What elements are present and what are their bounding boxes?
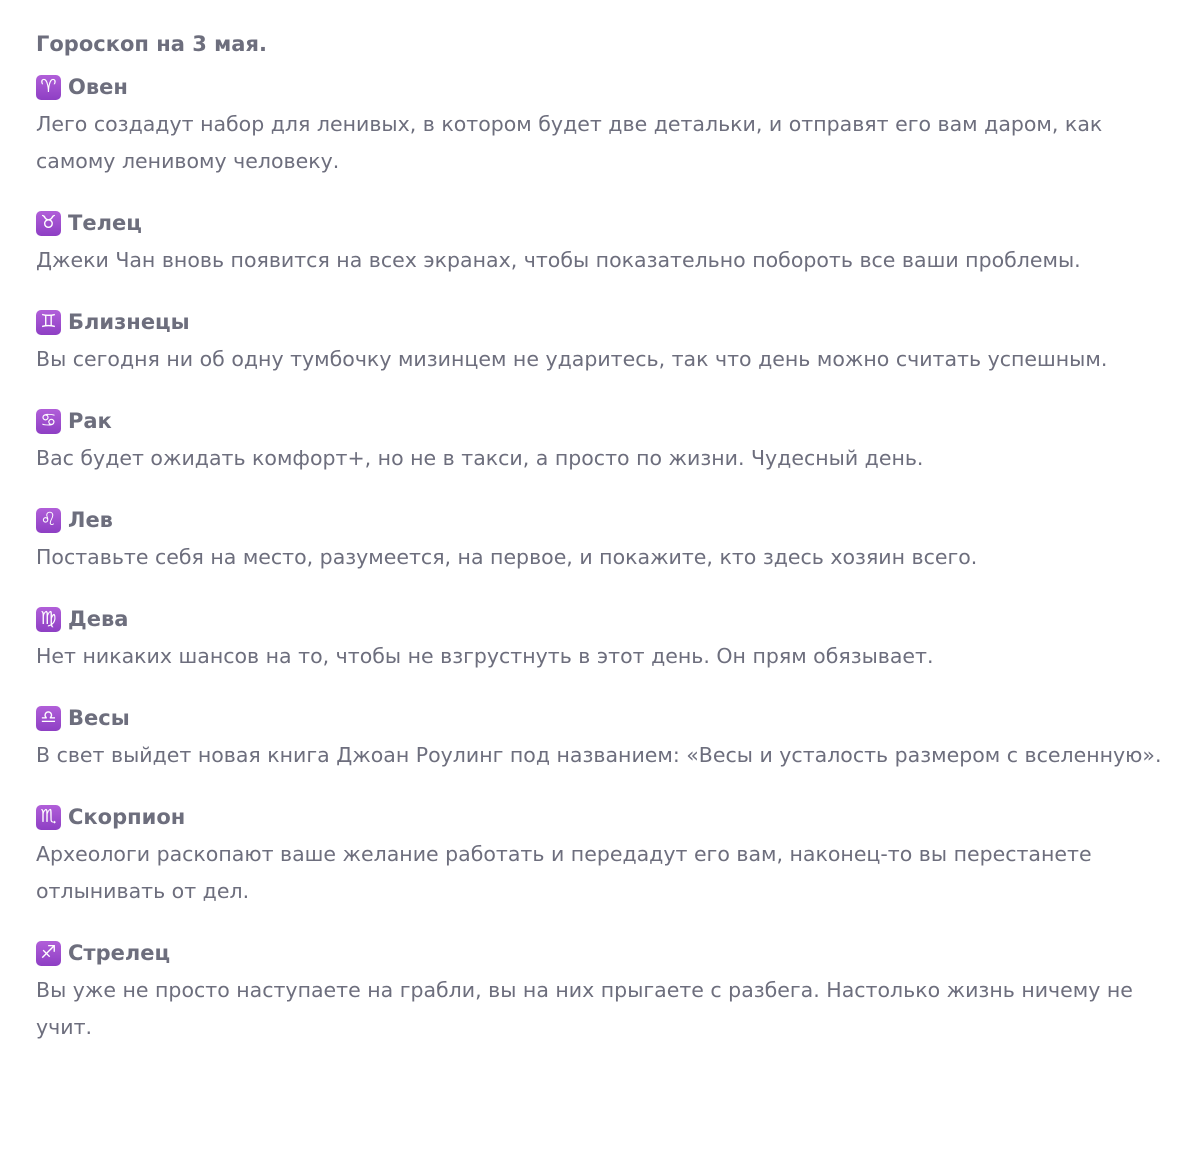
sign-header	[36, 703, 1166, 733]
sign-header	[36, 938, 1166, 968]
sign-name: Дева	[68, 607, 129, 631]
scorpio-icon: ♏	[36, 805, 61, 830]
sign-libra	[36, 703, 1166, 774]
sign-prediction: Джеки Чан вновь появится на всех экранах, чтобы показательно побороть все ваши проблемы.	[36, 248, 1081, 272]
sign-virgo	[36, 604, 1166, 675]
cancer-icon: ♋	[36, 409, 61, 434]
sign-prediction: Вас будет ожидать комфорт+, но не в такси, а просто по жизни. Чудесный день.	[36, 446, 924, 470]
sign-scorpio	[36, 802, 1166, 910]
sign-header	[36, 307, 1166, 337]
sign-prediction: В свет выйдет новая книга Джоан Роулинг под названием: «Весы и усталость размером с вселенную».	[36, 743, 1162, 767]
sign-name: Овен	[68, 75, 128, 99]
sign-sagittarius	[36, 938, 1166, 1046]
sign-name: Весы	[68, 706, 130, 730]
sagittarius-icon: ♐	[36, 941, 61, 966]
leo-icon: ♌	[36, 508, 61, 533]
sign-header	[36, 208, 1166, 238]
sign-prediction: Лего создадут набор для ленивых, в котором будет две детальки, и отправят его вам даром, как самому ленивому человеку.	[36, 112, 1103, 173]
sign-header	[36, 505, 1166, 535]
sign-aries	[36, 72, 1166, 180]
sign-name: Стрелец	[68, 941, 171, 965]
sign-prediction: Нет никаких шансов на то, чтобы не взгрустнуть в этот день. Он прям обязывает.	[36, 644, 934, 668]
sign-prediction: Археологи раскопают ваше желание работать и передадут его вам, наконец-то вы перестанете отлынивать от дел.	[36, 842, 1092, 903]
sign-prediction: Вы уже не просто наступаете на грабли, вы на них прыгаете с разбега. Настолько жизнь ничему не учит.	[36, 978, 1133, 1039]
sign-taurus	[36, 208, 1166, 279]
taurus-icon: ♉	[36, 211, 61, 236]
sign-gemini	[36, 307, 1166, 378]
sign-cancer	[36, 406, 1166, 477]
sign-name: Телец	[68, 211, 142, 235]
sign-name: Рак	[68, 409, 112, 433]
sign-prediction: Поставьте себя на место, разумеется, на первое, и покажите, кто здесь хозяин всего.	[36, 545, 978, 569]
aries-icon: ♈	[36, 75, 61, 100]
sign-header	[36, 72, 1166, 102]
gemini-icon: ♊	[36, 310, 61, 335]
sign-prediction: Вы сегодня ни об одну тумбочку мизинцем не ударитесь, так что день можно считать успешным.	[36, 347, 1108, 371]
sign-name: Лев	[68, 508, 113, 532]
sign-header	[36, 802, 1166, 832]
libra-icon: ♎	[36, 706, 61, 731]
sign-name: Скорпион	[68, 805, 186, 829]
sign-header	[36, 406, 1166, 436]
page-title: Гороскоп на 3 мая.	[36, 32, 267, 56]
sign-name: Близнецы	[68, 310, 190, 334]
virgo-icon: ♍	[36, 607, 61, 632]
sign-leo	[36, 505, 1166, 576]
sign-header	[36, 604, 1166, 634]
